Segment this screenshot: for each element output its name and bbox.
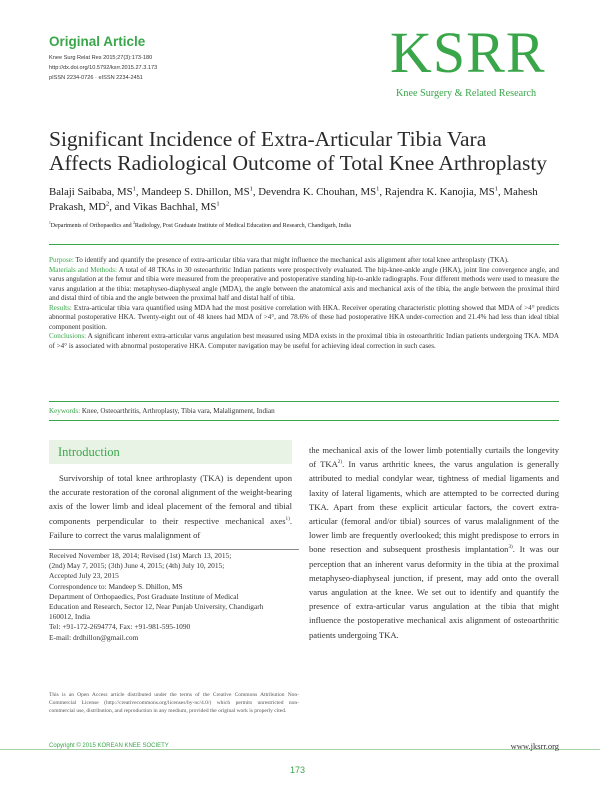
author-5-last: Prakash, MD	[49, 201, 106, 213]
logo-subtitle: Knee Surgery & Related Research	[396, 88, 537, 99]
author-list: Balaji Saibaba, $MS^1$, Mandeep S. Dhillon, $MS^1$, Devendra K. Chouhan, $MS^1$, Rajendra K. Kanojia, $MS^1$, Mahesh Prakash, $MD^2$, and Vikas Bachhal, $MS^1$	[49, 185, 538, 213]
correspondence-author: Correspondence to: Mandeep S. Dhillon, MS	[49, 581, 183, 591]
citation-line: Knee Surg Relat Res 2015;27(3):173-180	[49, 55, 153, 61]
correspondence-block: Received November 18, 2014; Revised (1st) March 13, 2015; (2nd) May 7, 2015; (3th) June 4, 2015; (4th) July 10, 2015; Accepted July 23, 2015 Correspondence to: Mandeep S. Dhillon, MS Department of Orthopaedics, Post Graduate Institute of Medical Education and Research, Sector 12, Near Punjab University, Chandigarh 160012, India Tel: +91-172-2694774, Fax: +91-981-595-1090 E-mail: drdhillon@gmail.com	[49, 549, 299, 643]
keywords: Keywords: Knee, Osteoarthritis, Arthroplasty, Tibia vara, Malalignment, Indian	[49, 407, 275, 415]
intro-right-column	[309, 443, 559, 642]
intro-paragraph-continued: the mechanical axis of the lower limb potentially curtails the longevity of TKA$^{2)}$. In varus arthritic knees, the varus angulation is generally attributed to medial condylar wear, tightness of medial ligaments and laxity of lateral ligaments, which are attempted to be corrected during TKA. Apart from these explicit articular factors, the covert extra-articular (femoral and/or tibial) sources of varus malalignment of the lower limb are frequently overlooked; this might predispose to errors in bone resection and subsequent prosthesis implantation$^{3)}$. It was our perception that an inherent varus deformity in the tibia at the proximal metaphyseo-diaphyseal junction, if present, may add onto the overall varus angulation at the knee. We set out to identify and quantify the presence of extra-articular varus angulation at the tibia that might influence the postoperative mechanical axis alignment of osteoarthritic patients undergoing TKA.	[309, 445, 559, 640]
intro-paragraph-1: Survivorship of total knee arthroplasty (TKA) is dependent upon the accurate restoration of the coronal alignment of the weight-bearing axis of the lower limb and ideal placement of the femoral and tibial components perpendicular to their respective mechanical axes$^{1)}$. Failure to correct the varus malalignment of	[49, 473, 292, 540]
affiliation: $^1$Departments of Orthopaedics and $^2$Radiology, Post Graduate Institute of Medical Education and Research, Chandigarh, India	[49, 221, 351, 229]
doi-link[interactable]: http://dx.doi.org/10.5792/ksrr.2015.27.3.173	[49, 65, 158, 71]
author-6: and Vikas Bachhal, MS	[114, 201, 217, 213]
phone-fax: Tel: +91-172-2694774, Fax: +91-981-595-1090	[49, 622, 191, 632]
copyright: Copyright © 2015 KOREAN KNEE SOCIETY	[49, 743, 169, 749]
abstract-conclusions: Conclusions: A significant inherent extra-articular varus angulation best measured using MDA exists in the proximal tibia in osteoarthritic Indian patients undergoing TKA. MDA of >4° is associated with abnormal postoperative HKA. Computer navigation may be useful for achieving ideal correction in such cases.	[49, 332, 559, 350]
author-3: Devendra K. Chouhan, MS	[258, 186, 377, 198]
journal-logo	[390, 22, 560, 112]
title-line-1: Significant Incidence of Extra-Articular Tibia Vara	[49, 127, 487, 151]
article-type-label: Original Article	[49, 34, 146, 49]
page-number: 173	[290, 765, 306, 775]
abstract-results: Results: Extra-articular tibia vara quantified using MDA had the most positive correlation with HKA. Receiver operating characteristic plotting showed that MDA of >4° predicts abnormal postoperative HKA. Twenty-eight out of 48 knees had MDA of >4°, and 78.6% of these had postoperative HKA under-correction and 21.4% had less than ideal tibial component position.	[49, 303, 559, 331]
article-title	[49, 127, 559, 175]
author-4: Rajendra K. Kanojia, MS	[384, 186, 495, 198]
license-note: This is an Open Access article distributed under the terms of the Creative Commons Attribution Non-Commercial License (http://creativecommons.org/licenses/by-nc/4.0/) which permits unrestricted non-commercial use, distribution, and reproduction in any medium, provided the original work is properly cited.	[49, 692, 299, 714]
title-line-2: Affects Radiological Outcome of Total Knee Arthroplasty	[49, 151, 548, 175]
issn-line: pISSN 2234-0726 · eISSN 2234-2451	[49, 75, 143, 81]
author-2: Mandeep S. Dhillon, MS	[141, 186, 250, 198]
author-1: Balaji Saibaba, MS	[49, 186, 133, 198]
divider-keywords-bottom	[49, 420, 559, 421]
journal-website-link[interactable]: www.jksrr.org	[510, 741, 559, 751]
journal-meta	[49, 53, 157, 83]
logo-text: KSRR	[390, 20, 546, 85]
author-5-first: Mahesh	[503, 186, 538, 198]
email-link[interactable]: E-mail: drdhillon@gmail.com	[49, 632, 139, 642]
intro-heading: Introduction	[58, 445, 120, 459]
intro-left-column	[49, 471, 292, 542]
received-dates: Received November 18, 2014; Revised (1st) March 13, 2015;	[49, 551, 232, 560]
correspondence-divider	[49, 549, 299, 550]
abstract-purpose: Purpose: To identify and quantify the presence of extra-articular tibia vara that might influence the mechanical axis alignment after total knee arthroplasty (TKA).	[49, 256, 509, 264]
divider-top	[49, 244, 559, 245]
abstract-methods: Materials and Methods: A total of 48 TKAs in 30 osteoarthritic Indian patients were prospectively evaluated. The hip-knee-ankle angle (HKA), joint line convergence angle, and varus angulation at the femur and tibia were measured from the preoperative and postoperative standing hip-to-ankle radiographs. Four different methods were used to measure the varus angulation at the tibia: metaphyseo-diaphyseal angle (MDA), the angle between the anatomical axis and mechanical axis of the tibia, the angle between the proximal third and distal third of tibia and the angle between the proximal half and distal half of tibia.	[49, 265, 559, 303]
divider-keywords-top	[49, 401, 559, 402]
accepted-date: Accepted July 23, 2015	[49, 571, 119, 581]
abstract	[49, 256, 559, 351]
